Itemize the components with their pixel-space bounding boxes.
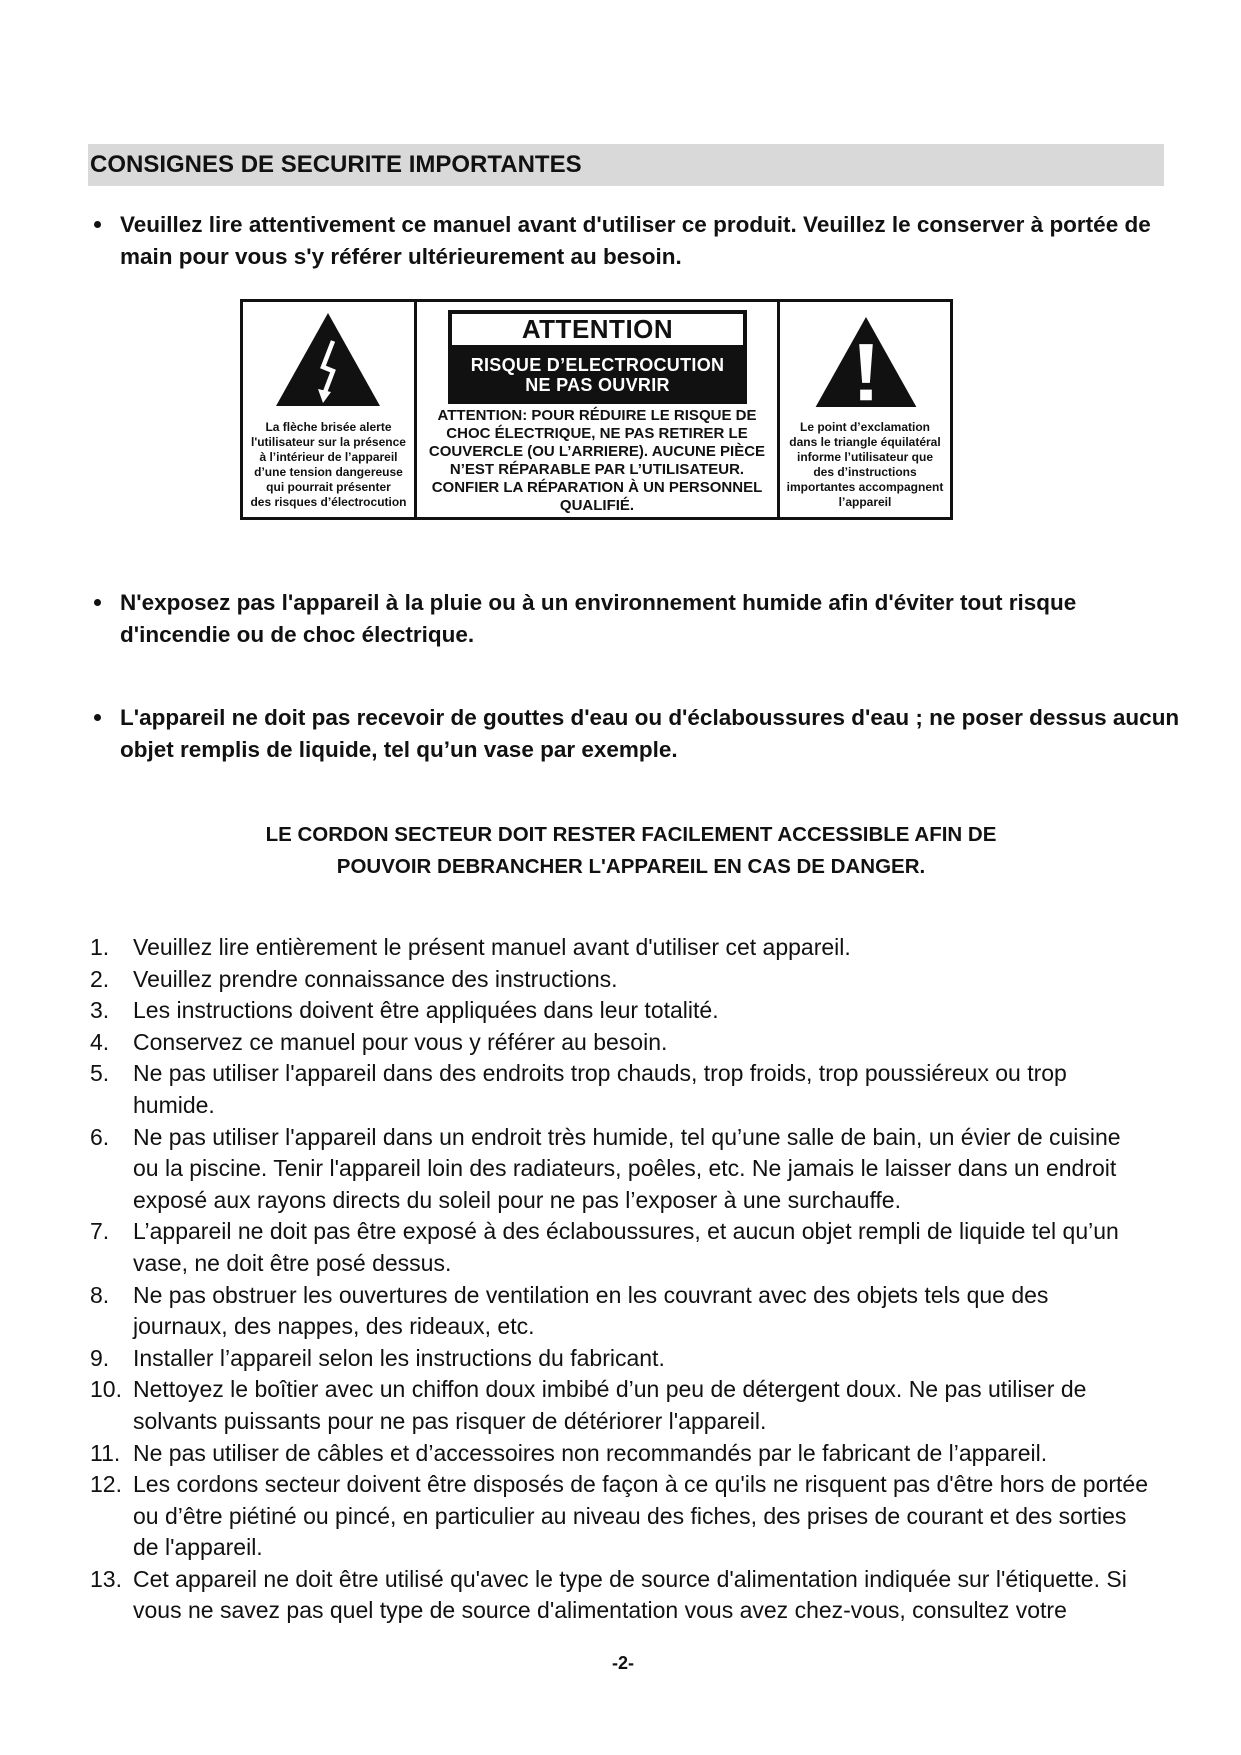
item-text-line: ou d’être piétiné ou pincé, en particulier au niveau des fiches, des prises de courant et des sorties xyxy=(133,1502,1127,1529)
bullet-item xyxy=(88,209,1188,273)
item-text-line: journaux, des nappes, des rideaux, etc. xyxy=(133,1313,535,1340)
item-number: 6. xyxy=(90,1123,110,1150)
item-number: 10. xyxy=(90,1376,122,1403)
item-text-line: Ne pas utiliser de câbles et d’accessoires non recommandés par le fabricant de l’appareil. xyxy=(133,1439,1048,1466)
bullet-dot-icon xyxy=(94,714,101,721)
label-text-line: COUVERCLE (OU L’ARRIERE). AUCUNE PIÈCE xyxy=(428,443,766,460)
item-number: 4. xyxy=(90,1028,110,1055)
item-text-line: Veuillez lire entièrement le présent manuel avant d'utiliser cet appareil. xyxy=(133,934,851,960)
item-number: 8. xyxy=(90,1281,110,1308)
attention-banner xyxy=(448,310,747,404)
attention-instructions xyxy=(417,407,777,515)
label-text-line: des risques d’électrocution xyxy=(250,494,407,509)
item-text-line: Les instructions doivent être appliquées dans leur totalité. xyxy=(133,997,719,1024)
instruction-item xyxy=(90,1564,1190,1627)
bullet-text-line: L'appareil ne doit pas recevoir de gouttes d'eau ou d'éclaboussures d'eau ; ne poser dessus aucun xyxy=(120,705,1180,730)
label-text-line: La flèche brisée alerte xyxy=(265,420,392,434)
item-number: 2. xyxy=(90,965,110,992)
lightning-symbol-explanation xyxy=(243,420,414,509)
instruction-item xyxy=(90,1374,1190,1437)
exclamation-triangle-icon xyxy=(812,315,920,409)
item-text-line: Les cordons secteur doivent être disposés de façon à ce qu'ils ne risquent pas d'être hors de portée xyxy=(133,1471,1149,1498)
item-number: 11. xyxy=(90,1439,121,1466)
instruction-item xyxy=(90,1122,1190,1217)
label-text-line: qui pourrait présenter xyxy=(266,479,391,494)
instruction-item xyxy=(90,1469,1190,1564)
label-text-line: ATTENTION: POUR RÉDUIRE LE RISQUE DE xyxy=(437,407,757,424)
bullet-dot-icon xyxy=(94,221,101,228)
notice-line: POUVOIR DEBRANCHER L'APPAREIL EN CAS DE DANGER. xyxy=(336,854,926,878)
item-number: 1. xyxy=(90,934,110,960)
label-text-line: des d’instructions xyxy=(813,464,917,479)
item-number: 13. xyxy=(90,1565,122,1592)
item-text-line: ou la piscine. Tenir l'appareil loin des radiateurs, poêles, etc. Ne jamais le laisser dans un endroit xyxy=(133,1155,1117,1182)
bullet-text xyxy=(120,209,1151,272)
label-text-line: importantes accompagnent xyxy=(786,479,944,494)
instruction-item xyxy=(90,1343,1190,1375)
risk-text-line: RISQUE D’ELECTROCUTION xyxy=(470,355,725,375)
instruction-item xyxy=(90,1216,1190,1279)
label-text-line: QUALIFIÉ. xyxy=(559,497,635,514)
item-number: 12. xyxy=(90,1471,122,1498)
item-number: 5. xyxy=(90,1060,110,1087)
item-number: 9. xyxy=(90,1344,110,1371)
item-text-line: Cet appareil ne doit être utilisé qu'avec le type de source d'alimentation indiquée sur l'étiquette. Si xyxy=(133,1565,1127,1592)
section-header-bar xyxy=(88,144,1164,186)
instruction-item xyxy=(90,1438,1190,1470)
item-text-line: vase, ne doit être posé dessus. xyxy=(133,1249,452,1276)
bullet-text-line: d'incendie ou de choc électrique. xyxy=(120,621,475,647)
instruction-item xyxy=(90,995,1190,1027)
item-number: 3. xyxy=(90,997,110,1024)
risk-text-line: NE PAS OUVRIR xyxy=(525,375,670,395)
risk-of-shock-text xyxy=(452,345,743,395)
notice-line: LE CORDON SECTEUR DOIT RESTER FACILEMENT ACCESSIBLE AFIN DE xyxy=(265,823,997,846)
instruction-item xyxy=(90,1058,1190,1121)
label-text-line: Le point d’exclamation xyxy=(799,420,931,434)
section-title: CONSIGNES DE SECURITE IMPORTANTES xyxy=(90,151,582,178)
item-text-line: Ne pas utiliser l'appareil dans des endroits trop chauds, trop froids, trop poussiéreux ou trop xyxy=(133,1060,1067,1087)
exclamation-symbol-explanation xyxy=(780,420,950,509)
item-text-line: vous ne savez pas quel type de source d'alimentation vous avez chez-vous, consultez votre xyxy=(133,1597,1067,1624)
item-text-line: Ne pas utiliser l'appareil dans un endroit très humide, tel qu’une salle de bain, un évier de cuisine xyxy=(133,1123,1121,1150)
bullet-text-line: main pour vous s'y référer ultérieurement au besoin. xyxy=(120,243,682,269)
lightning-bolt-triangle-icon xyxy=(274,311,382,408)
item-text-line: Conservez ce manuel pour vous y référer au besoin. xyxy=(133,1028,668,1055)
instruction-item xyxy=(90,1280,1190,1343)
instruction-item xyxy=(90,964,1190,996)
power-cord-notice xyxy=(88,819,1174,882)
bullet-text xyxy=(120,702,1179,765)
item-text-line: exposé aux rayons directs du soleil pour ne pas l’exposer à une surchauffe. xyxy=(133,1186,901,1213)
item-text-line: solvants puissants pour ne pas risquer de détériorer l'appareil. xyxy=(133,1407,767,1434)
bullet-item xyxy=(88,702,1188,766)
instructions-list xyxy=(90,932,1190,1627)
bullet-item xyxy=(88,587,1188,651)
instruction-item xyxy=(90,1027,1190,1059)
label-text-line: dans le triangle équilatéral xyxy=(789,434,941,449)
electric-shock-warning-label xyxy=(240,299,953,520)
bullet-dot-icon xyxy=(94,599,101,606)
attention-title: ATTENTION xyxy=(452,314,743,345)
item-text-line: Installer l’appareil selon les instructions du fabricant. xyxy=(133,1344,665,1371)
instruction-item xyxy=(90,932,1190,964)
label-text-line: d’une tension dangereuse xyxy=(254,464,403,479)
page-number: -2- xyxy=(612,1653,634,1673)
item-text-line: L’appareil ne doit pas être exposé à des éclaboussures, et aucun objet rempli de liquide tel qu’un xyxy=(133,1218,1119,1245)
item-text-line: Veuillez prendre connaissance des instructions. xyxy=(133,965,618,992)
label-text-line: CHOC ÉLECTRIQUE, NE PAS RETIRER LE xyxy=(446,425,748,442)
item-text-line: Nettoyez le boîtier avec un chiffon doux imbibé d’un peu de détergent doux. Ne pas utiliser de xyxy=(133,1376,1087,1403)
label-text-line: informe l’utilisateur que xyxy=(796,449,934,464)
item-number: 7. xyxy=(90,1218,110,1245)
bullet-text xyxy=(120,587,1076,650)
item-text-line: de l'appareil. xyxy=(133,1534,263,1561)
bullet-text-line: objet remplis de liquide, tel qu’un vase par exemple. xyxy=(120,736,678,762)
label-text-line: à l’intérieur de l’appareil xyxy=(259,449,398,464)
item-text-line: Ne pas obstruer les ouvertures de ventilation en les couvrant avec des objets tels que des xyxy=(133,1281,1049,1308)
item-text-line: humide. xyxy=(133,1091,215,1118)
bullet-text-line: N'exposez pas l'appareil à la pluie ou à un environnement humide afin d'éviter tout risque xyxy=(120,590,1077,615)
label-text-line: N’EST RÉPARABLE PAR L’UTILISATEUR. xyxy=(449,461,745,478)
label-text-line: l'utilisateur sur la présence xyxy=(251,434,406,449)
label-text-line: l’appareil xyxy=(838,494,892,509)
bullet-text-line: Veuillez lire attentivement ce manuel avant d'utiliser ce produit. Veuillez le conserver à portée de xyxy=(120,212,1151,237)
label-text-line: CONFIER LA RÉPARATION À UN PERSONNEL xyxy=(431,479,763,496)
